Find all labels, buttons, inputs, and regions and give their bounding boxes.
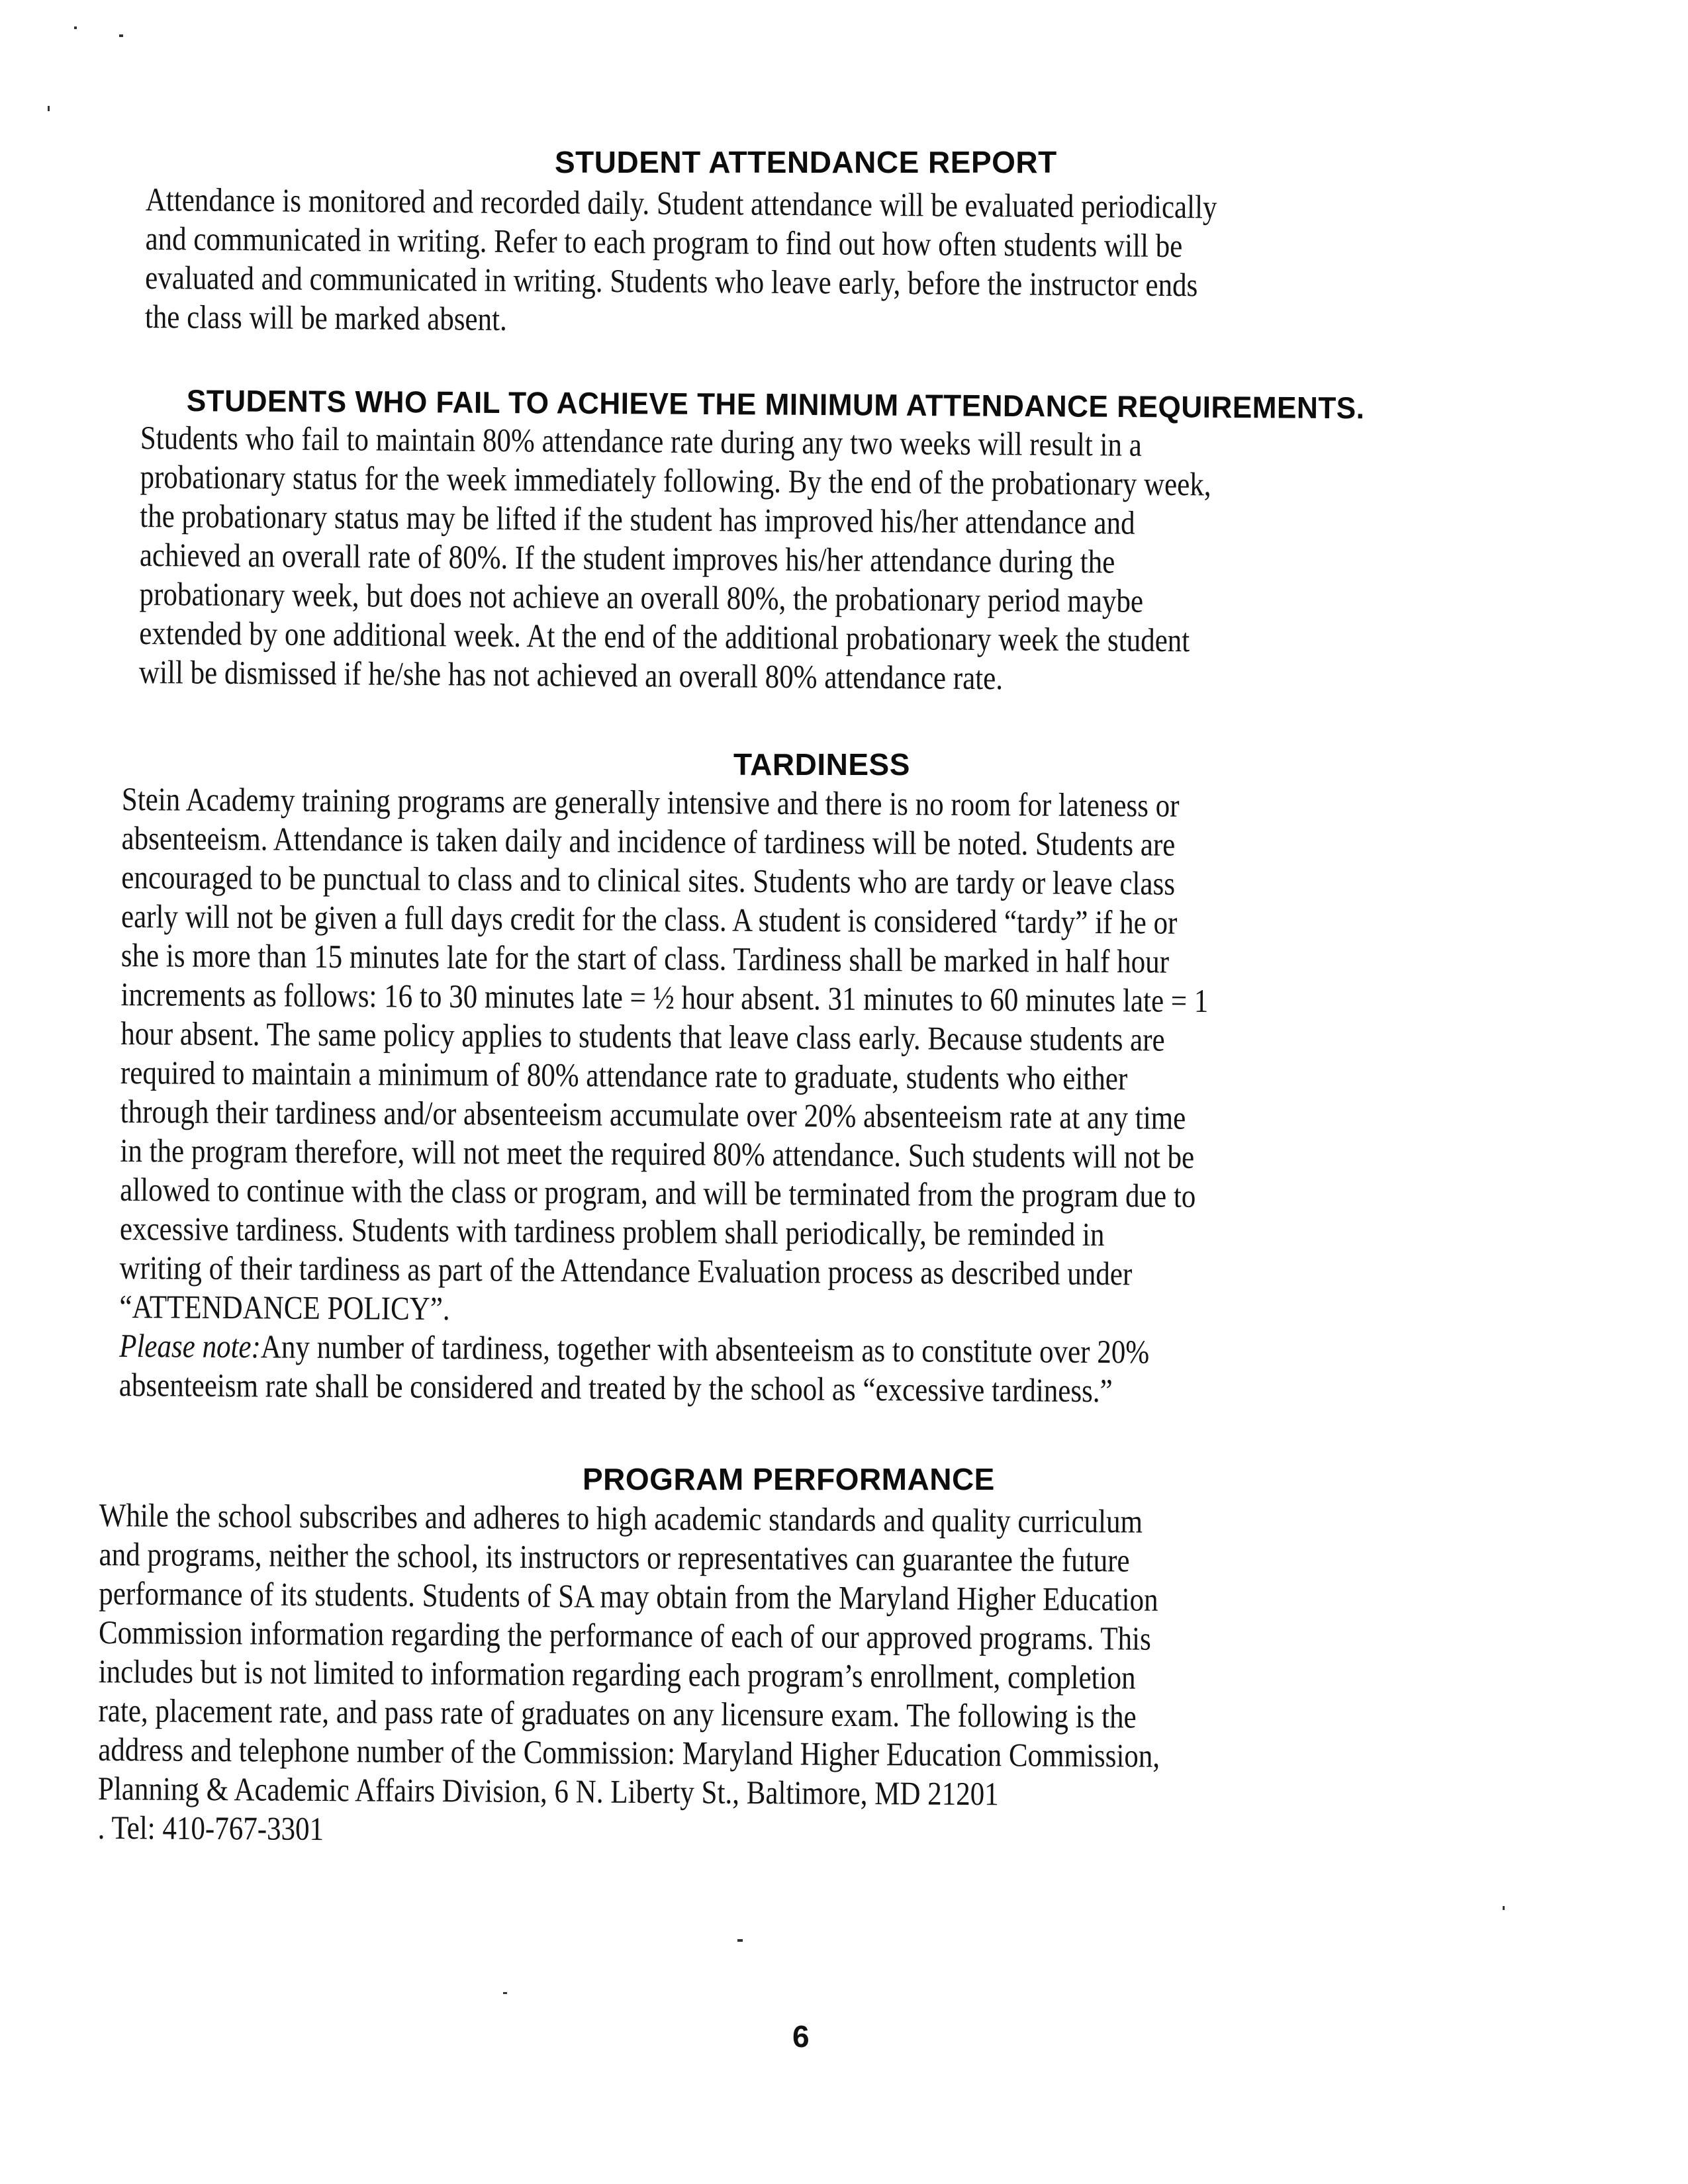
section-heading-tardiness: TARDINESS <box>733 747 910 782</box>
text-line: address and telephone number of the Commission: Maryland Higher Education Commission, <box>98 1730 1160 1774</box>
text-line: probationary status for the week immediately following. By the end of the probationary week, <box>140 457 1211 503</box>
text-line: Planning & Academic Affairs Division, 6 N. Liberty St., Baltimore, MD 21201 <box>97 1769 999 1813</box>
text-line: probationary week, but does not achieve an overall 80%, the probationary period maybe <box>139 574 1144 619</box>
page-number: 6 <box>792 2019 810 2054</box>
section-heading-program-performance: PROGRAM PERFORMANCE <box>583 1462 995 1496</box>
text-line: While the school subscribes and adheres to high academic standards and quality curriculum <box>99 1496 1143 1540</box>
text-line: evaluated and communicated in writing. Students who leave early, before the instructor ends <box>145 258 1198 304</box>
text-line: Commission information regarding the performance of each of our approved programs. This <box>98 1613 1151 1657</box>
scan-speck <box>737 1939 743 1942</box>
section-heading-minimum-attendance: STUDENTS WHO FAIL TO ACHIEVE THE MINIMUM ATTENDANCE REQUIREMENTS. <box>186 383 1365 426</box>
scan-speck <box>48 106 50 111</box>
text-line: will be dismissed if he/she has not achieved an overall 80% attendance rate. <box>138 653 1004 697</box>
text-line: encouraged to be punctual to class and to clinical sites. Students who are tardy or leave class <box>121 858 1176 902</box>
please-note-text: Any number of tardiness, together with absenteeism as to constitute over 20% <box>260 1328 1150 1371</box>
text-line: allowed to continue with the class or program, and will be terminated from the program due to <box>120 1170 1196 1214</box>
text-line: excessive tardiness. Students with tardiness problem shall periodically, be reminded in <box>119 1209 1105 1253</box>
text-line: through their tardiness and/or absenteeism accumulate over 20% absenteeism rate at any time <box>120 1092 1186 1136</box>
text-line: performance of its students. Students of SA may obtain from the Maryland Higher Education <box>99 1574 1158 1618</box>
text-line: writing of their tardiness as part of the Attendance Evaluation process as described under <box>119 1248 1133 1293</box>
text-line: early will not be given a full days credit for the class. A student is considered “tardy” if he or <box>120 897 1178 941</box>
text-line: absenteeism. Attendance is taken daily and incidence of tardiness will be noted. Students are <box>121 819 1176 863</box>
text-line: in the program therefore, will not meet the required 80% attendance. Such students will not be <box>120 1131 1195 1175</box>
text-line: . Tel: 410-767-3301 <box>97 1808 324 1848</box>
text-line: increments as follows: 16 to 30 minutes late = ½ hour absent. 31 minutes to 60 minutes late = 1 <box>120 975 1209 1019</box>
text-line: and programs, neither the school, its instructors or representatives can guarantee the future <box>99 1535 1130 1579</box>
text-line: “ATTENDANCE POLICY”. <box>119 1287 450 1328</box>
text-line: includes but is not limited to information regarding each program’s enrollment, completion <box>98 1652 1136 1696</box>
text-line: achieved an overall rate of 80%. If the student improves his/her attendance during the <box>139 535 1115 580</box>
scan-speck <box>503 1992 507 1994</box>
scan-speck <box>74 26 77 29</box>
scan-speck <box>119 34 123 37</box>
text-line: absenteeism rate shall be considered and treated by the school as “excessive tardiness.” <box>118 1365 1113 1410</box>
section-body-attendance-report <box>145 180 1217 343</box>
text-line: Stein Academy training programs are generally intensive and there is no room for lateness or <box>121 780 1180 824</box>
text-line: she is more than 15 minutes late for the start of class. Tardiness shall be marked in half hour <box>120 936 1170 980</box>
scan-speck <box>1503 1906 1505 1910</box>
text-line: Attendance is monitored and recorded daily. Student attendance will be evaluated periodically <box>145 180 1217 226</box>
please-note-line <box>119 1326 1207 1372</box>
section-body-tardiness <box>119 780 1209 1411</box>
text-line: the probationary status may be lifted if the student has improved his/her attendance and <box>140 496 1135 541</box>
text-line: rate, placement rate, and pass rate of graduates on any licensure exam. The following is the <box>98 1691 1137 1735</box>
text-line: the class will be marked absent. <box>144 297 507 338</box>
section-body-program-performance <box>98 1496 1161 1854</box>
text-line: hour absent. The same policy applies to students that leave class early. Because students are <box>120 1014 1165 1058</box>
text-line: extended by one additional week. At the end of the additional probationary week the student <box>139 614 1190 659</box>
section-body-minimum-attendance <box>139 418 1211 699</box>
text-line: required to maintain a minimum of 80% attendance rate to graduate, students who either <box>120 1053 1128 1097</box>
section-heading-attendance-report: STUDENT ATTENDANCE REPORT <box>555 145 1057 179</box>
text-line: Students who fail to maintain 80% attendance rate during any two weeks will result in a <box>140 419 1142 463</box>
please-note-label: Please note: <box>119 1326 261 1365</box>
text-line: and communicated in writing. Refer to each program to find out how often students will be <box>145 219 1183 265</box>
